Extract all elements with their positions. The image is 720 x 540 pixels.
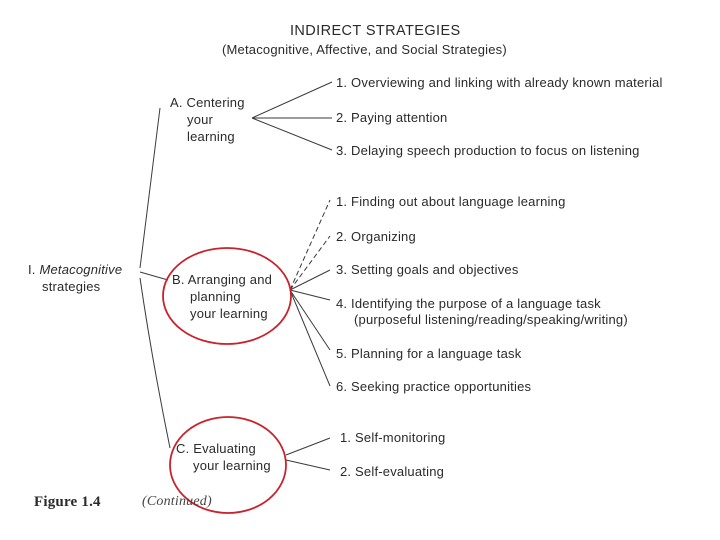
a-branch-3 xyxy=(252,118,332,150)
group-c-label-1: Evaluating xyxy=(193,441,256,456)
group-b-item-6: 6. Seeking practice opportunities xyxy=(336,379,532,394)
c-branch-1 xyxy=(286,438,330,455)
group-c-item-2: 2. Self-evaluating xyxy=(340,464,445,479)
c-branch-2 xyxy=(286,460,330,470)
group-b-item-1: 1. Finding out about language learning xyxy=(336,194,566,209)
group-a-label-1: Centering xyxy=(186,95,245,110)
group-b-item-5: 5. Planning for a language task xyxy=(336,346,522,361)
group-a-line1 xyxy=(170,95,245,111)
group-c-letter: C. xyxy=(176,441,190,456)
trunk-to-c xyxy=(140,278,170,448)
group-a-label-3: learning xyxy=(187,129,235,144)
root-label-line2: strategies xyxy=(42,279,101,294)
group-c-item-1: 1. Self-monitoring xyxy=(340,430,446,445)
group-b-item-3: 3. Setting goals and objectives xyxy=(336,262,519,277)
group-a-item-2: 2. Paying attention xyxy=(336,110,448,125)
group-b-line1 xyxy=(172,272,272,288)
group-b-item-2: 2. Organizing xyxy=(336,229,416,244)
diagram-title: INDIRECT STRATEGIES xyxy=(290,23,461,39)
group-a-item-3: 3. Delaying speech production to focus on listening xyxy=(336,143,640,158)
group-a-label-2: your xyxy=(187,112,214,127)
b-branch-6 xyxy=(290,290,330,386)
trunk-to-a xyxy=(140,108,160,268)
group-b-label-1: Arranging and xyxy=(187,272,273,287)
group-c-line1 xyxy=(176,441,256,457)
a-branch-1 xyxy=(252,82,332,118)
root-label: Metacognitive xyxy=(39,262,123,277)
b-branch-1 xyxy=(290,200,330,290)
group-a-letter: A. xyxy=(170,95,183,110)
figure-note: (Continued) xyxy=(142,494,212,509)
diagram-subtitle: (Metacognitive, Affective, and Social Strategies) xyxy=(222,42,507,57)
group-b-label-2: planning xyxy=(190,289,241,304)
b-branch-3 xyxy=(290,270,330,290)
group-b-item-4-detail: (purposeful listening/reading/speaking/writing) xyxy=(354,312,628,327)
group-b-letter: B. xyxy=(172,272,185,287)
group-a-item-1: 1. Overviewing and linking with already known material xyxy=(336,75,663,90)
trunk-to-b xyxy=(140,272,168,280)
group-b-item-4: 4. Identifying the purpose of a language task xyxy=(336,296,601,311)
root-number: I. xyxy=(28,262,36,277)
root-node-line1 xyxy=(28,262,122,278)
group-b-label-3: your learning xyxy=(190,306,268,321)
group-c-label-2: your learning xyxy=(193,458,271,473)
figure-label: Figure 1.4 xyxy=(34,494,101,510)
